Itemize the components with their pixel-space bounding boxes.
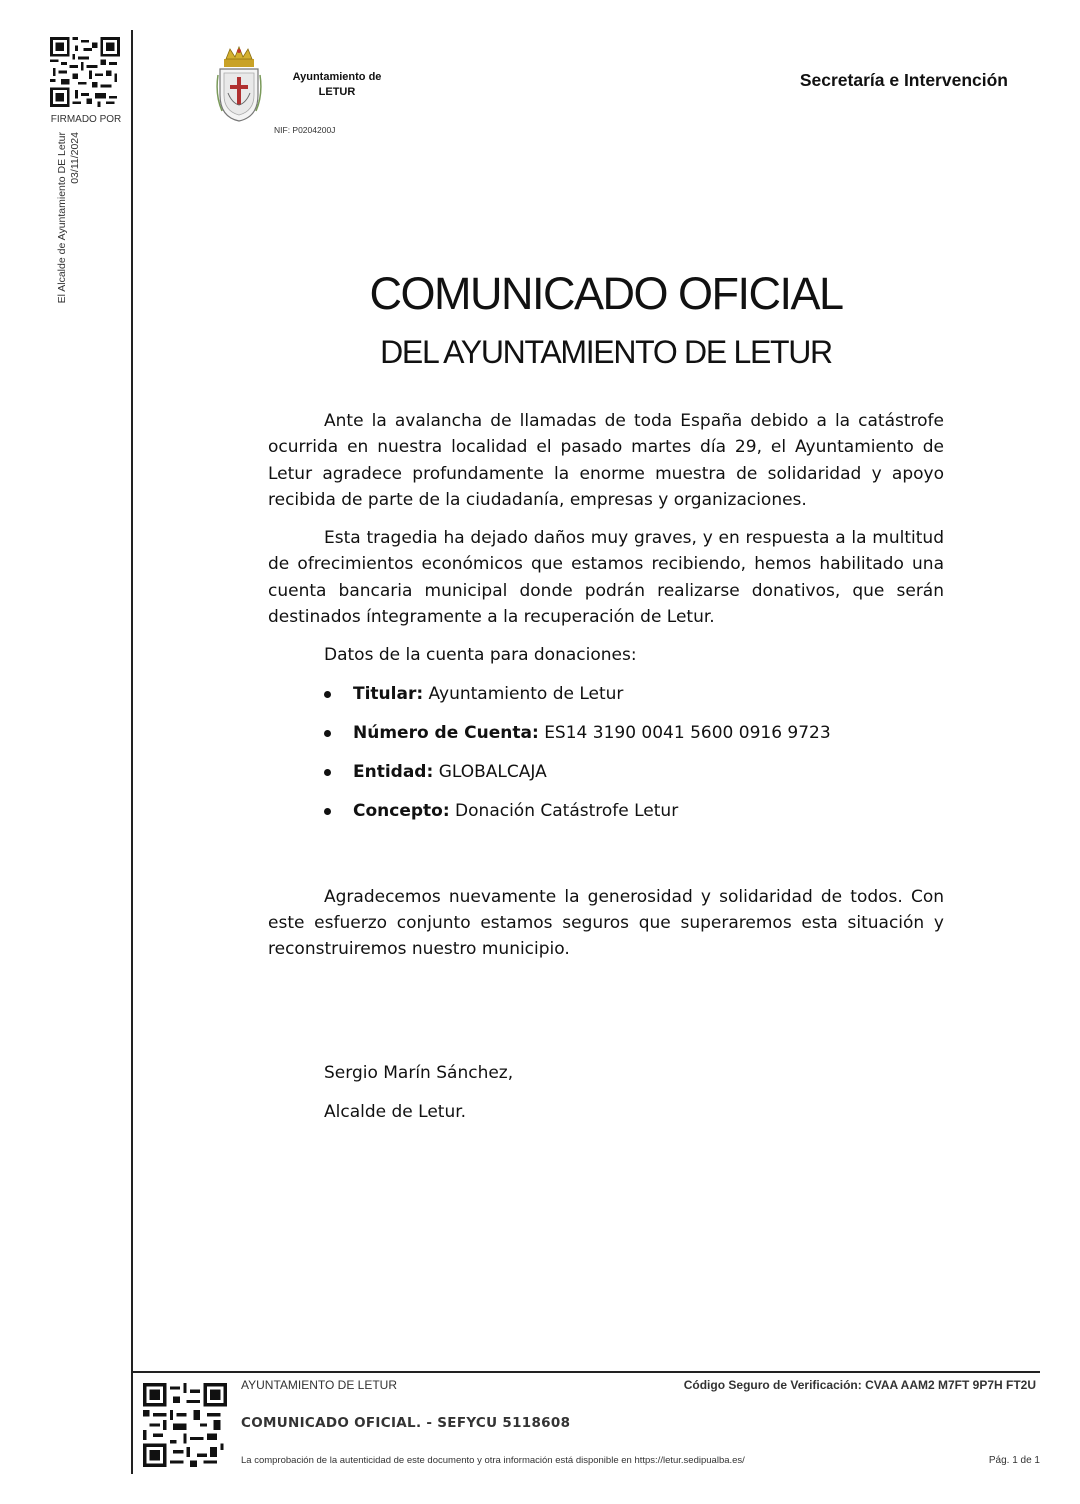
item-label: Concepto: <box>353 800 450 821</box>
signature-date: 03/11/2024 <box>69 132 81 184</box>
signature-role: Alcalde de Letur. <box>324 1101 467 1122</box>
item-value: GLOBALCAJA <box>438 761 547 782</box>
list-item <box>268 720 944 746</box>
bullet-icon <box>324 769 331 776</box>
item-label: Entidad: <box>353 761 434 782</box>
signature-info <box>56 132 106 312</box>
department-name: Secretaría e Intervención <box>799 70 1008 90</box>
item-value: ES14 3190 0041 5600 0916 9723 <box>544 722 831 743</box>
bullet-icon <box>324 691 331 698</box>
item-label: Número de Cuenta: <box>353 722 539 743</box>
document-body <box>268 408 944 1137</box>
list-item <box>268 681 944 707</box>
list-item <box>268 798 944 824</box>
item-label: Titular: <box>353 683 424 704</box>
list-item <box>268 759 944 785</box>
organization-name <box>272 70 402 100</box>
paragraph-account: Esta tragedia ha dejado daños muy graves, y en respuesta a la multitud de ofrecimientos económicos que estamos recibiendo, hemos habilitado una cuenta bancaria municipal donde podrán realizarse donativos, que serán destinados íntegramente a la recuperación de Letur. <box>268 528 944 628</box>
document-title: COMUNICADO OFICIAL <box>369 268 843 319</box>
account-intro: Datos de la cuenta para donaciones: <box>324 645 637 666</box>
page-number: Pág. 1 de 1 <box>988 1455 1040 1466</box>
verification-qr-code <box>143 1383 227 1467</box>
margin-rule <box>131 30 133 1474</box>
coat-of-arms-icon <box>216 45 262 123</box>
organization-name-line2: LETUR <box>318 86 356 98</box>
footer-document-reference: COMUNICADO OFICIAL. - SEFYCU 5118608 <box>241 1415 571 1431</box>
item-value: Donación Catástrofe Letur <box>455 800 679 821</box>
signature-name: Sergio Marín Sánchez, <box>324 1062 514 1083</box>
paragraph-intro: Ante la avalancha de llamadas de toda España debido a la catástrofe ocurrida en nuestra localidad el pasado martes día 29, el Ayuntamiento de Letur agradece profundamente la enorme muestra de solidaridad y apoyo recibida de parte de la ciudadanía, empresas y organizaciones. <box>268 411 944 510</box>
signer-name: El Alcalde de Ayuntamiento DE Letur <box>56 132 68 304</box>
document-subtitle: DEL AYUNTAMIENTO DE LETUR <box>380 334 832 370</box>
bullet-icon <box>324 730 331 737</box>
verification-code: Código Seguro de Verificación: CVAA AAM2 M7FT 9P7H FT2U <box>683 1378 1036 1392</box>
signature-qr-code <box>50 37 120 107</box>
bullet-icon <box>324 808 331 815</box>
organization-name-line1: Ayuntamiento de <box>292 71 382 83</box>
nif-number: NIF: P0204200J <box>274 125 336 135</box>
paragraph-thanks: Agradecemos nuevamente la generosidad y solidaridad de todos. Con este esfuerzo conjunto estamos seguros que superaremos esta situación y reconstruiremos nuestro municipio. <box>268 886 944 960</box>
footer-organization: AYUNTAMIENTO DE LETUR <box>241 1378 398 1392</box>
signed-by-label: FIRMADO POR <box>50 114 122 125</box>
verification-note: La comprobación de la autenticidad de este documento y otra información está disponible en https://letur.sedipualba.es/ <box>241 1455 745 1466</box>
account-details-list <box>268 681 944 824</box>
item-value: Ayuntamiento de Letur <box>428 683 624 704</box>
footer-rule <box>133 1371 1040 1373</box>
